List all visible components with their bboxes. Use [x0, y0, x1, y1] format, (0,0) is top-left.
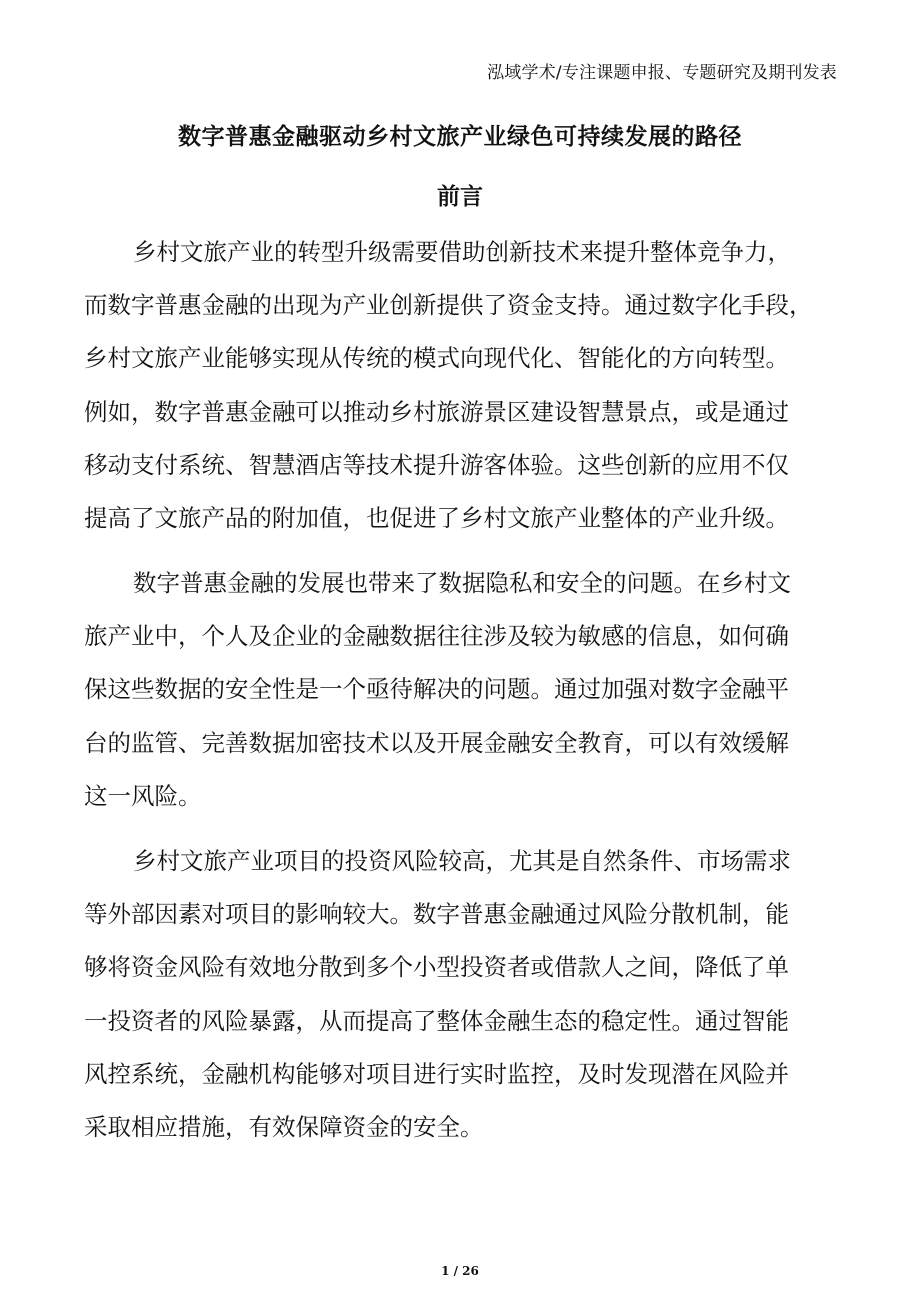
- paragraph-line: 风控系统，金融机构能够对项目进行实时监控，及时发现潜在风险并: [84, 1059, 789, 1088]
- paragraph-line: 乡村文旅产业的转型升级需要借助创新技术来提升整体竞争力，: [133, 238, 791, 266]
- paragraph-line: 台的监管、完善数据加密技术以及开展金融安全教育，可以有效缓解: [84, 728, 789, 757]
- paragraph-line: 例如，数字普惠金融可以推动乡村旅游景区建设智慧景点，或是通过: [84, 397, 789, 426]
- paragraph-line: 旅产业中，个人及企业的金融数据往往涉及较为敏感的信息，如何确: [84, 622, 789, 651]
- section-heading: 前言: [437, 184, 483, 210]
- document-title: 数字普惠金融驱动乡村文旅产业绿色可持续发展的路径: [178, 124, 742, 150]
- paragraph-line: 乡村文旅产业项目的投资风险较高，尤其是自然条件、市场需求: [133, 847, 791, 875]
- paragraph: [84, 557, 836, 823]
- paragraph-line: 这一风险。: [84, 781, 202, 810]
- paragraph-line: 够将资金风险有效地分散到多个小型投资者或借款人之间，降低了单: [84, 953, 789, 982]
- paragraph-line: 提高了文旅产品的附加值，也促进了乡村文旅产业整体的产业升级。: [84, 503, 789, 532]
- paragraph-line: 移动支付系统、智慧酒店等技术提升游客体验。这些创新的应用不仅: [84, 450, 789, 479]
- paragraph-line: 保这些数据的安全性是一个亟待解决的问题。通过加强对数字金融平: [84, 675, 789, 704]
- paragraph: [84, 226, 836, 545]
- paragraph-line: 数字普惠金融的发展也带来了数据隐私和安全的问题。在乡村文: [133, 569, 791, 597]
- paragraph-line: 乡村文旅产业能够实现从传统的模式向现代化、智能化的方向转型。: [84, 344, 789, 373]
- paragraph-line: 一投资者的风险暴露，从而提高了整体金融生态的稳定性。通过智能: [84, 1006, 789, 1035]
- paragraph-line: 等外部因素对项目的影响较大。数字普惠金融通过风险分散机制，能: [84, 900, 789, 929]
- paragraph-line: 采取相应措施，有效保障资金的安全。: [84, 1112, 484, 1141]
- page-number: 1 / 26: [441, 1264, 479, 1278]
- paragraph: [84, 835, 836, 1154]
- paragraph-line: 而数字普惠金融的出现为产业创新提供了资金支持。通过数字化手段，: [84, 291, 813, 320]
- header-note: 泓域学术/专注课题申报、专题研究及期刊发表: [487, 63, 837, 83]
